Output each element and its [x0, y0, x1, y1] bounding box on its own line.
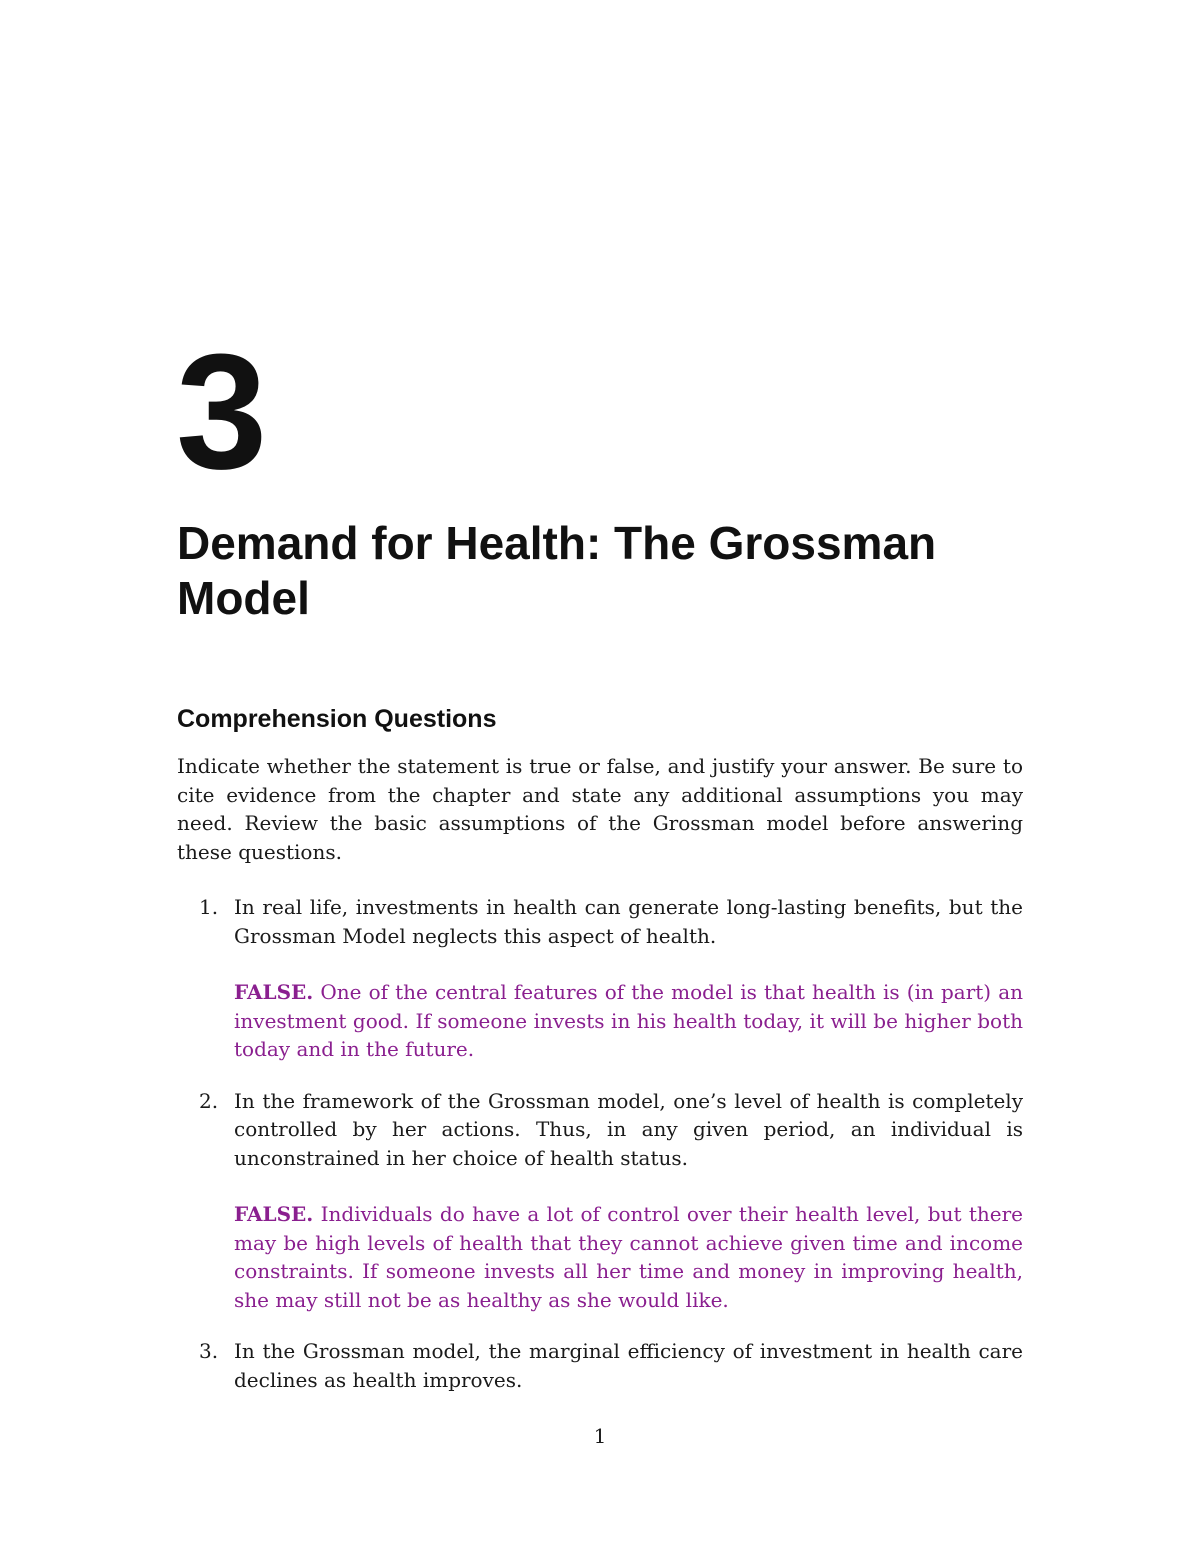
- page-number: 1: [593, 1424, 607, 1448]
- question-number: 2.: [199, 1088, 219, 1113]
- answer-explanation: One of the central features of the model is that health is (in part) an investment good. If someone invests in his health today, it will be higher both today and in the future.: [234, 980, 1023, 1061]
- question-1: [177, 893, 1023, 1064]
- question-2: [177, 1087, 1023, 1315]
- instructions-paragraph: Indicate whether the statement is true or false, and justify your answer. Be sure to cite evidence from the chapter and state any additional assumptions you may need. Review the basic assumptions of the Grossman model before answering these questions.: [177, 754, 1023, 864]
- question-number: 1.: [199, 895, 219, 919]
- question-3: [177, 1337, 1023, 1394]
- answer-paragraph: [234, 1200, 1023, 1314]
- question-text: In real life, investments in health can generate long-lasting benefits, but the Grossman Model neglects this aspect of health.: [234, 895, 1023, 948]
- section-body: [177, 752, 1023, 1417]
- question-text: In the framework of the Grossman model, one’s level of health is completely controlled by her actions. Thus, in any given period, an individual is unconstrained in her choice of health status.: [234, 1088, 1023, 1170]
- section-heading: Comprehension Questions: [177, 705, 497, 733]
- answer-verdict: FALSE.: [234, 980, 314, 1004]
- chapter-title: Demand for Health: The Grossman Model: [177, 517, 937, 624]
- question-number: 3.: [199, 1339, 219, 1363]
- question-list: [177, 893, 1023, 1394]
- answer-explanation: Individuals do have a lot of control over their health level, but there may be high levels of health that they cannot achieve given time and income constraints. If someone invests all her time and money in improving health, she may still not be as healthy as she would like.: [234, 1202, 1023, 1312]
- question-text: In the Grossman model, the marginal efficiency of investment in health care declines as health improves.: [234, 1339, 1023, 1392]
- answer-paragraph: [234, 978, 1023, 1064]
- answer-verdict: FALSE.: [234, 1202, 314, 1226]
- chapter-number: 3: [176, 320, 268, 503]
